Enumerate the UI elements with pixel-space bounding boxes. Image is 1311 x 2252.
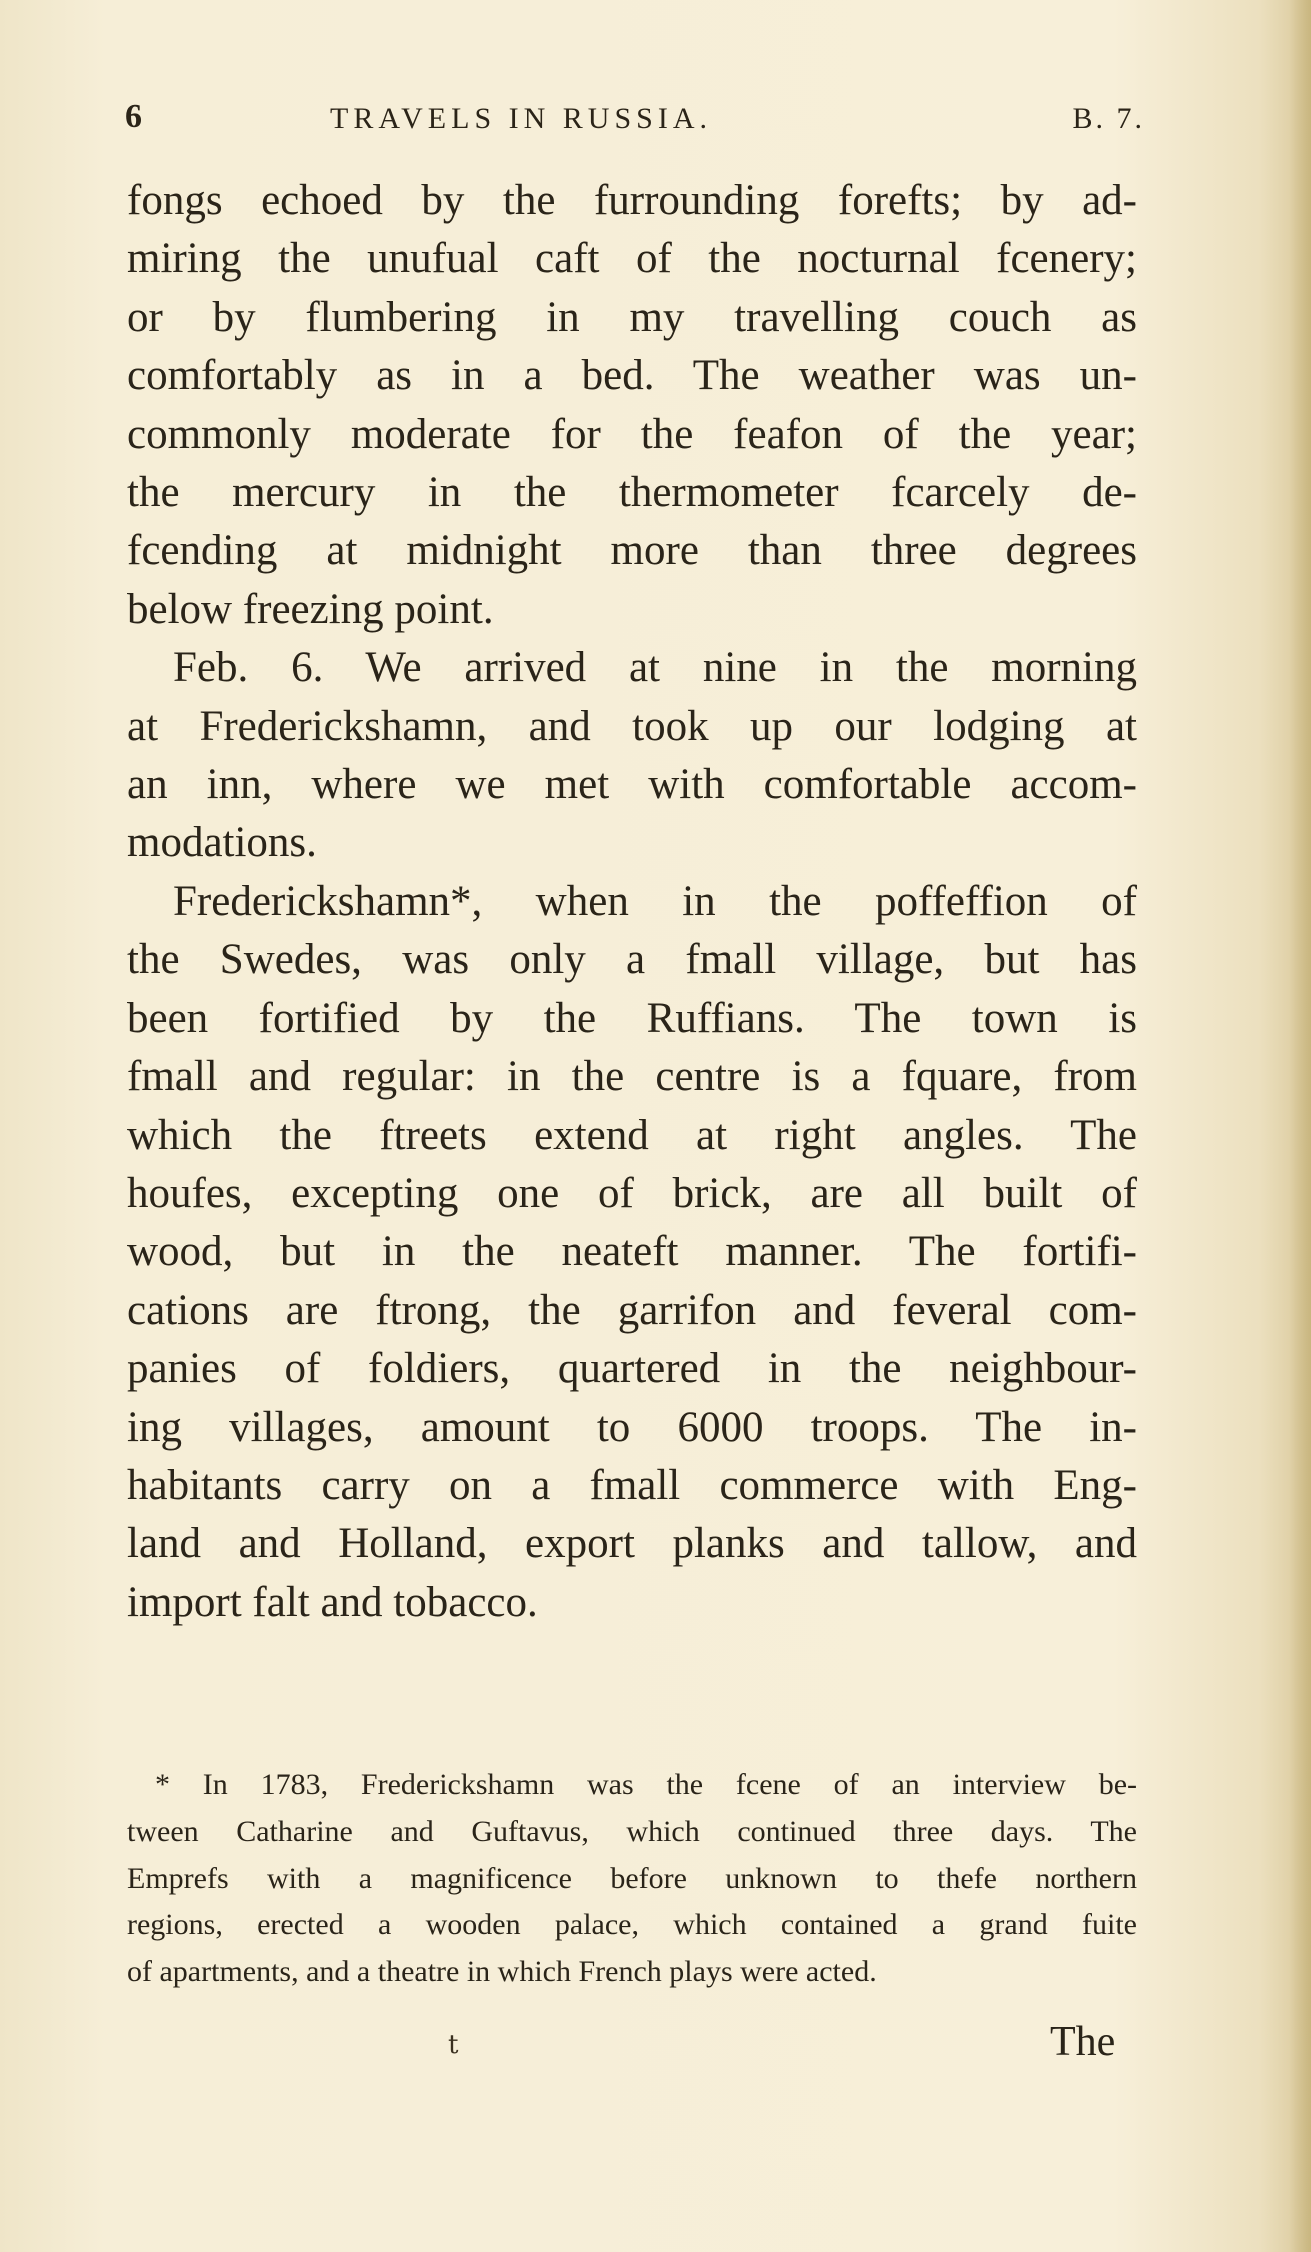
paragraph-1 [127, 172, 1137, 639]
body-text [127, 172, 1137, 1632]
text-line: fongs echoed by the furrounding forefts; by ad- [127, 177, 1137, 224]
running-title: TRAVELS IN RUSSIA. [330, 102, 712, 135]
text-line: Feb. 6. We arrived at nine in the morning [173, 644, 1137, 692]
text-line: miring the unufual caft of the nocturnal fcenery; [127, 235, 1137, 283]
text-line: Frederickshamn*, when in the poffeffion of [173, 877, 1137, 925]
text-line: fcending at midnight more than three degrees [127, 527, 1137, 575]
paragraph-2 [127, 639, 1137, 873]
page-edge [1289, 0, 1311, 2252]
text-line: the mercury in the thermometer fcarcely de- [127, 469, 1137, 517]
text-line: which the ftreets extend at right angles. The [127, 1111, 1137, 1159]
footnote [127, 1762, 1137, 1996]
footnote-line: regions, erected a wooden palace, which contained a grand fuite [127, 1908, 1137, 1942]
text-line: panies of foldiers, quartered in the neighbour- [127, 1345, 1137, 1393]
text-line: or by flumbering in my travelling couch as [127, 293, 1137, 341]
catchword: The [1050, 2019, 1116, 2065]
text-line: an inn, where we met with comfortable accom- [127, 761, 1137, 809]
text-line: below freezing point. [127, 585, 494, 633]
text-line: at Frederickshamn, and took up our lodging at [127, 702, 1137, 750]
text-line: been fortified by the Ruffians. The town is [127, 994, 1137, 1042]
text-line: houfes, excepting one of brick, are all built of [127, 1169, 1137, 1217]
text-line: fmall and regular: in the centre is a fquare, from [127, 1053, 1137, 1101]
signature-mark: t [448, 2030, 459, 2060]
footnote-line: of apartments, and a theatre in which French plays were acted. [127, 1955, 877, 1989]
paragraph-3 [127, 873, 1137, 1632]
text-line: cations are ftrong, the garrifon and feveral com- [127, 1286, 1137, 1334]
text-line: the Swedes, was only a fmall village, but has [127, 936, 1137, 984]
text-line: ing villages, amount to 6000 troops. The in- [127, 1403, 1137, 1451]
footnote-line: Emprefs with a magnificence before unknown to thefe northern [127, 1861, 1137, 1895]
footnote-line: * In 1783, Frederickshamn was the fcene of an interview be- [155, 1768, 1137, 1801]
text-line: commonly moderate for the feafon of the year; [127, 410, 1137, 458]
text-line: comfortably as in a bed. The weather was un- [127, 352, 1137, 400]
text-line: land and Holland, export planks and tallow, and [127, 1520, 1137, 1568]
text-line: import falt and tobacco. [127, 1578, 538, 1626]
text-line: habitants carry on a fmall commerce with Eng- [127, 1461, 1137, 1509]
book-reference: B. 7. [1072, 102, 1145, 135]
running-head [125, 98, 1145, 148]
page-number: 6 [125, 98, 142, 135]
text-line: wood, but in the neateft manner. The fortifi- [127, 1228, 1137, 1276]
footnote-line: tween Catharine and Guftavus, which continued three days. The [127, 1814, 1137, 1848]
text-line: modations. [127, 819, 317, 867]
